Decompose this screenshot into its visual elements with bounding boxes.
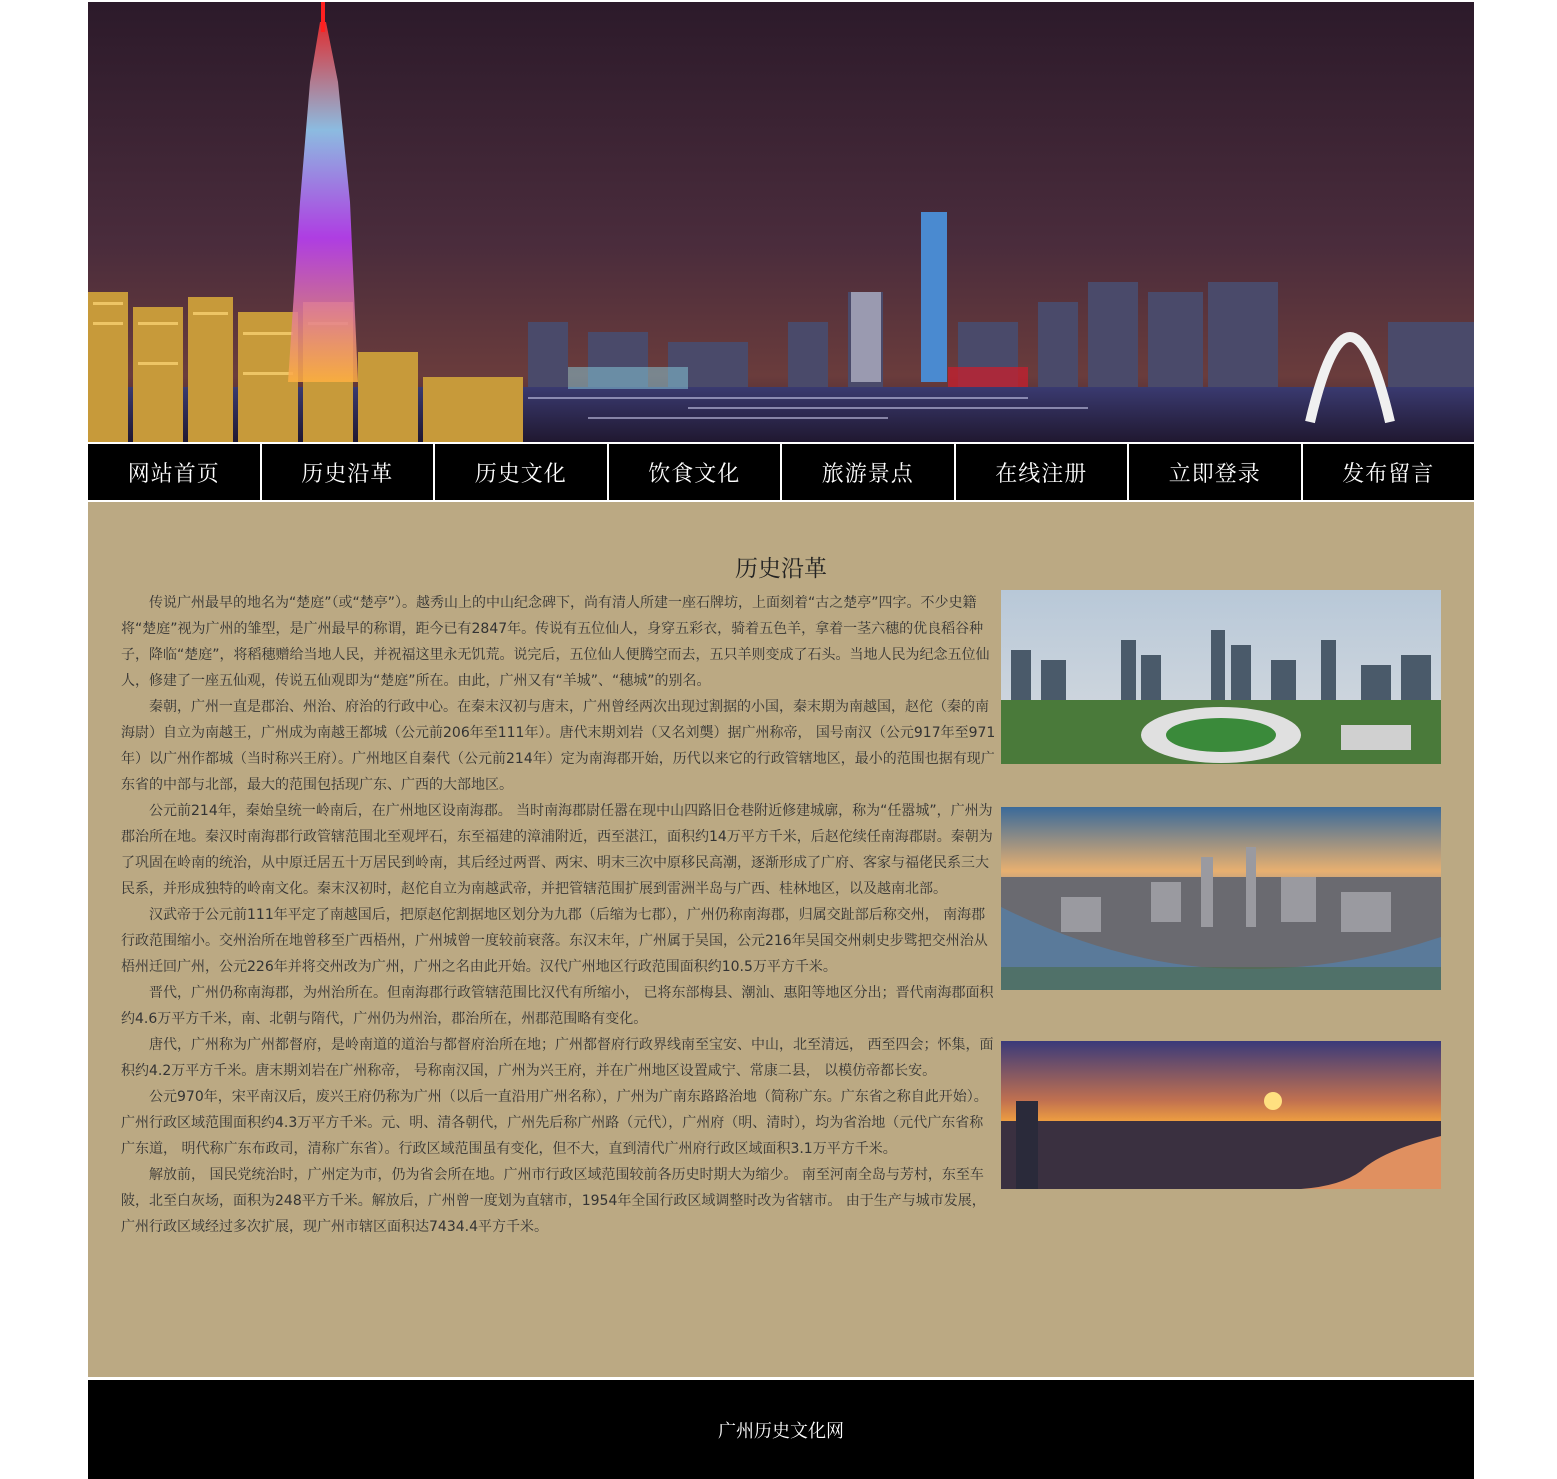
main-content	[88, 502, 1474, 1377]
nav-item-food-culture[interactable]: 饮食文化	[607, 444, 781, 500]
article-paragraph: 汉武帝于公元前111年平定了南越国后，把原赵佗割据地区划分为九郡（后缩为七郡），广州仍称南海郡，归属交趾部后称交州， 南海郡行政范围缩小。交州治所在地曾移至广西梧州，广州城曾一度较前衰落。东汉末年，广州属于吴国，公元216年吴国交州刺史步骘把交州治从梧州迁回广州，公元226年并将交州改为广州，广州之名由此开始。汉代广州地区行政范围面积约10.5万平方千米。	[121, 907, 988, 975]
article-paragraph: 解放前， 国民党统治时，广州定为市，仍为省会所在地。广州市行政区域范围较前各历史时期大为缩少。 南至河南全岛与芳村，东至车陂，北至白灰场，面积为248平方千米。解放后，广州曾一度划为直辖市，1954年全国行政区域调整时改为省辖市。 由于生产与城市发展，广州行政区域经过多次扩展，现广州市辖区面积达7434.4平方千米。	[121, 1167, 986, 1235]
nav-item-login[interactable]: 立即登录	[1127, 444, 1301, 500]
nav-item-history-culture[interactable]: 历史文化	[433, 444, 607, 500]
page-title: 历史沿革	[735, 556, 827, 582]
article-body	[121, 590, 1441, 1240]
article-paragraph: 秦朝，广州一直是郡治、州治、府治的行政中心。在秦末汉初与唐末，广州曾经两次出现过割据的小国，秦末期为南越国，赵佗（秦的南海尉）自立为南越王，广州成为南越王都城（公元前206年至111年）。唐代末期刘岩（又名刘龑）据广州称帝， 国号南汉（公元917年至971年）以广州作都城（当时称兴王府）。广州地区自秦代（公元前214年）定为南海郡开始，历代以来它的行政管辖地区，最小的范围也据有现广东省的中部与北部，最大的范围包括现广东、广西的大部地区。	[121, 699, 996, 793]
photo-city-stadium-aerial	[1001, 590, 1441, 764]
footer	[88, 1378, 1474, 1479]
page	[88, 2, 1474, 1479]
photo-sunset-river	[1001, 1041, 1441, 1189]
footer-site-name: 广州历史文化网	[718, 1420, 844, 1442]
article-paragraph: 公元前214年，秦始皇统一岭南后，在广州地区设南海郡。 当时南海郡尉任嚣在现中山四路旧仓巷附近修建城廓，称为“任嚣城”，广州为郡治所在地。秦汉时南海郡行政管辖范围北至观坪石，东至福建的漳浦附近，西至湛江，面积约14万平方千米，后赵佗续任南海郡尉。秦朝为了巩固在岭南的统治，从中原迁居五十万居民到岭南，其后经过两晋、两宋、明末三次中原移民高潮，逐渐形成了广府、客家与福佬民系三大民系，并形成独特的岭南文化。秦末汉初时，赵佗自立为南越武帝，并把管辖范围扩展到雷洲半岛与广西、桂林地区，以及越南北部。	[121, 803, 993, 897]
nav-item-register[interactable]: 在线注册	[954, 444, 1128, 500]
nav-item-message[interactable]: 发布留言	[1301, 444, 1475, 500]
banner-image-guangzhou-night-skyline	[88, 2, 1474, 442]
nav-item-tourism[interactable]: 旅游景点	[780, 444, 954, 500]
article-paragraph: 晋代，广州仍称南海郡，为州治所在。但南海郡行政管辖范围比汉代有所缩小， 已将东部梅县、潮汕、惠阳等地区分出；晋代南海郡面积约4.6万平方千米，南、北朝与隋代，广州仍为州治，郡治所在，州郡范围略有变化。	[121, 985, 994, 1027]
photo-pearl-river-aerial	[1001, 807, 1441, 990]
article-paragraph: 公元970年，宋平南汉后，废兴王府仍称为广州（以后一直沿用广州名称），广州为广南东路路治地（简称广东。广东省之称自此开始）。广州行政区域范围面积约4.3万平方千米。元、明、清各朝代，广州先后称广州路（元代），广州府（明、清时），均为省治地（元代广东省称广东道， 明代称广东布政司，清称广东省）。行政区域范围虽有变化，但不大，直到清代广州府行政区域面积3.1万平方千米。	[121, 1089, 988, 1157]
article-paragraph: 唐代，广州称为广州都督府，是岭南道的道治与都督府治所在地；广州都督府行政界线南至宝安、中山，北至清远， 西至四会；怀集，面积约4.2万平方千米。唐末期刘岩在广州称帝， 号称南汉国，广州为兴王府，并在广州地区设置咸宁、常康二县， 以模仿帝都长安。	[121, 1037, 994, 1079]
nav-item-home[interactable]: 网站首页	[127, 461, 220, 487]
main-nav	[88, 444, 1474, 500]
article-paragraph: 传说广州最早的地名为“楚庭”（或“楚亭”）。越秀山上的中山纪念碑下，尚有清人所建一座石牌坊，上面刻着“古之楚亭”四字。不少史籍将“楚庭”视为广州的雏型，是广州最早的称谓，距今已有2847年。传说有五位仙人，身穿五彩衣，骑着五色羊，拿着一茎六穗的优良稻谷种子，降临“楚庭”，将稻穗赠给当地人民，并祝福这里永无饥荒。说完后，五位仙人便腾空而去，五只羊则变成了石头。当地人民为纪念五位仙人，修建了一座五仙观，传说五仙观即为“楚庭”所在。由此，广州又有“羊城”、“穗城”的别名。	[121, 595, 990, 689]
nav-item-history[interactable]: 历史沿革	[260, 444, 434, 500]
